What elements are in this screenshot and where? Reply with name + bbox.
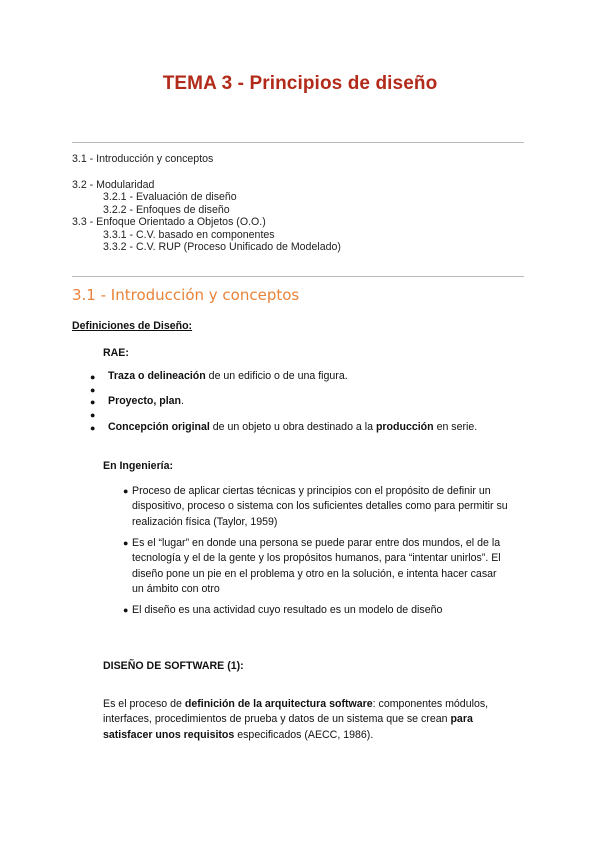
ingenieria-label: En Ingeniería: (103, 460, 174, 472)
divider-top (72, 142, 524, 143)
section-heading: 3.1 - Introducción y conceptos (72, 286, 300, 304)
toc-item-3-3-1[interactable]: 3.3.1 - C.V. basado en componentes (103, 229, 275, 241)
definiciones-heading: Definiciones de Diseño: (72, 320, 193, 332)
bullet-icon: ● (123, 605, 129, 615)
bullet-icon: ● (123, 486, 129, 496)
toc-item-3-2[interactable]: 3.2 - Modularidad (72, 179, 155, 191)
toc-item-3-2-1[interactable]: 3.2.1 - Evaluación de diseño (103, 191, 237, 203)
toc-item-3-1[interactable]: 3.1 - Introducción y conceptos (72, 153, 214, 165)
bullet-icon: ● (90, 397, 96, 407)
bullet-icon: ● (90, 410, 96, 420)
software-heading: DISEÑO DE SOFTWARE (1): (103, 660, 244, 672)
bullet-icon: ● (90, 385, 96, 395)
ingenieria-item-1: ● Proceso de aplicar ciertas técnicas y principios con el propósito de definir un dispositivo, proceso o sistema con los suficientes detalles como para permitir su realización física (Taylor, 1959) (123, 485, 508, 528)
rae-item-1: Traza o delineación de un edificio o de una figura. (108, 370, 348, 382)
rae-item-2: Proyecto, plan. (108, 395, 184, 407)
rae-item-3: Concepción original de un objeto u obra destinado a la producción en serie. (108, 421, 478, 433)
bullet-icon: ● (90, 423, 96, 433)
toc-item-3-3-2[interactable]: 3.3.2 - C.V. RUP (Proceso Unificado de Modelado) (103, 241, 341, 253)
software-paragraph: Es el proceso de definición de la arquitectura software: componentes módulos, interfaces, procedimientos de prueba y datos de un sistema que se crean para satisfacer unos requisitos especificados (AECC, 1986). (103, 698, 489, 741)
ingenieria-item-3: ● El diseño es una actividad cuyo resultado es un modelo de diseño (132, 603, 532, 618)
toc-item-3-2-2[interactable]: 3.2.2 - Enfoques de diseño (103, 204, 230, 216)
rae-label: RAE: (103, 347, 129, 359)
toc-item-3-3[interactable]: 3.3 - Enfoque Orientado a Objetos (O.O.) (72, 216, 266, 228)
page-title: TEMA 3 - Principios de diseño (162, 73, 438, 94)
bullet-icon: ● (123, 538, 129, 548)
bullet-icon: ● (90, 372, 96, 382)
divider-section (72, 276, 524, 277)
ingenieria-item-2: ● Es el “lugar” en donde una persona se puede parar entre dos mundos, el de la tecnología y el de la gente y los propósitos humanos, para “intentar unirlos”. El diseño pone un pie en el problema y otro en la solución, e intenta hacer casar un ámbito con otro (123, 537, 501, 595)
